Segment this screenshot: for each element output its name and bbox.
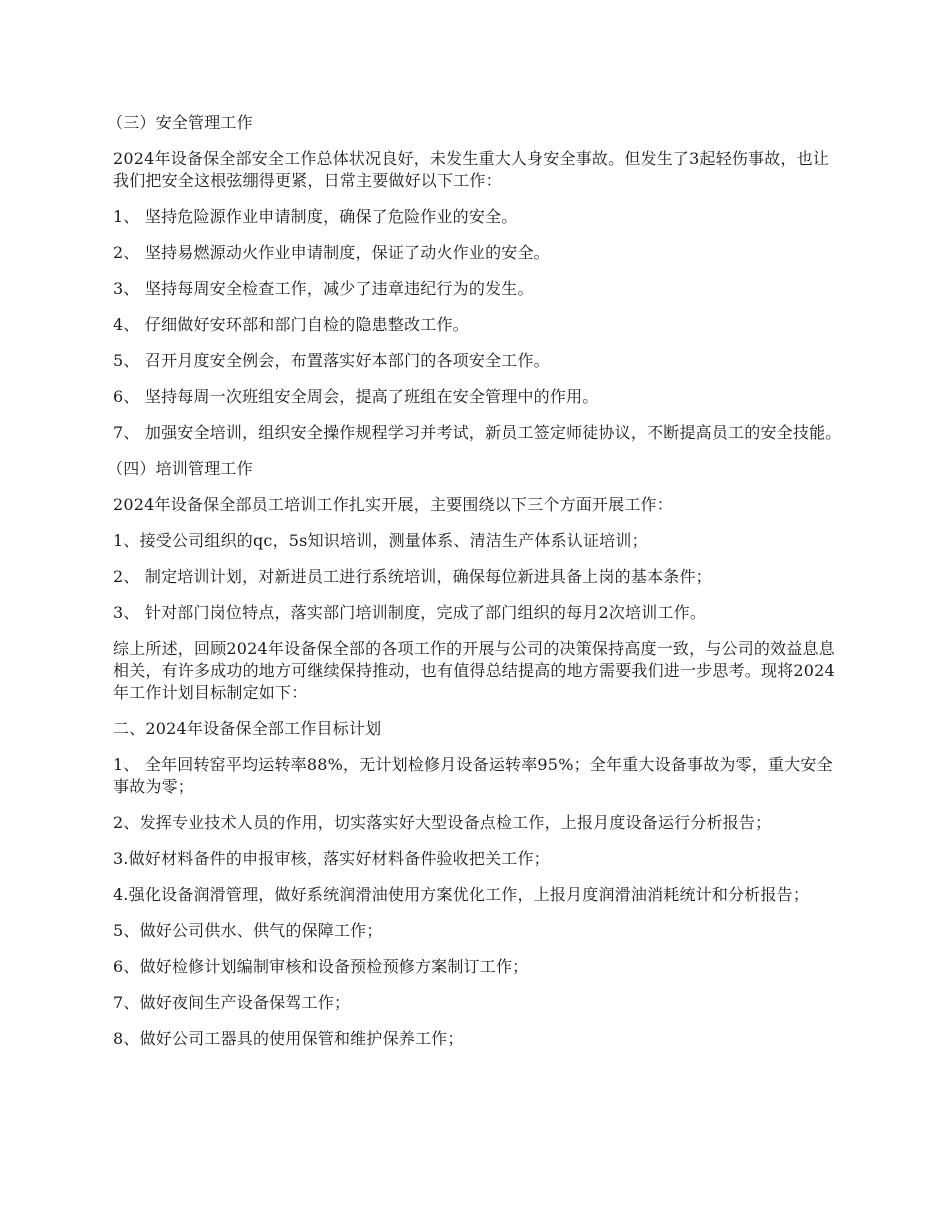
list-item-training-2: 2、 制定培训计划，对新进员工进行系统培训，确保每位新进具备上岗的基本条件； [113,567,712,586]
section-heading-safety: （三）安全管理工作 [107,113,253,132]
section-heading-training: （四）培训管理工作 [107,459,253,478]
list-item-plan-5: 5、做好公司供水、供气的保障工作； [113,921,383,940]
list-item-plan-8: 8、做好公司工器具的使用保管和维护保养工作； [113,1029,464,1048]
list-item-safety-4: 4、 仔细做好安环部和部门自检的隐患整改工作。 [113,315,469,334]
list-item-plan-1: 1、 全年回转窑平均运转率88%，无计划检修月设备运转率95%；全年重大设备事故为零，重大安全事故为零； [113,755,833,796]
paragraph-training-summary: 2024年设备保全部员工培训工作扎实开展，主要围绕以下三个方面开展工作： [113,495,673,514]
list-item-safety-1: 1、 坚持危险源作业申请制度，确保了危险作业的安全。 [113,207,518,226]
list-item-training-1: 1、接受公司组织的qc，5s知识培训，测量体系、清洁生产体系认证培训； [113,531,648,550]
list-item-safety-6: 6、 坚持每周一次班组安全周会，提高了班组在安全管理中的作用。 [113,387,599,406]
list-item-training-3: 3、 针对部门岗位特点，落实部门培训制度，完成了部门组织的每月2次培训工作。 [113,603,707,622]
document-body [107,112,843,1064]
list-item-plan-6: 6、做好检修计划编制审核和设备预检预修方案制订工作； [113,957,529,976]
list-item-safety-2: 2、 坚持易燃源动火作业申请制度，保证了动火作业的安全。 [113,243,550,262]
section-heading-plan: 二、2024年设备保全部工作目标计划 [113,719,382,738]
paragraph-safety-summary: 2024年设备保全部安全工作总体状况良好，未发生重大人身安全事故。但发生了3起轻伤事故，也让我们把安全这根弦绷得更紧，日常主要做好以下工作： [113,149,830,190]
list-item-plan-3: 3.做好材料备件的申报审核，落实好材料备件验收把关工作； [113,849,550,868]
list-item-safety-7: 7、 加强安全培训，组织安全操作规程学习并考试，新员工签定师徒协议，不断提高员工的安全技能。 [113,423,842,442]
list-item-plan-2: 2、发挥专业技术人员的作用，切实落实好大型设备点检工作，上报月度设备运行分析报告； [113,813,772,832]
list-item-plan-7: 7、做好夜间生产设备保驾工作； [113,993,351,1012]
list-item-safety-5: 5、 召开月度安全例会，布置落实好本部门的各项安全工作。 [113,351,550,370]
list-item-plan-4: 4.强化设备润滑管理，做好系统润滑油使用方案优化工作，上报月度润滑油消耗统计和分析报告； [113,885,810,904]
paragraph-conclusion: 综上所述，回顾2024年设备保全部的各项工作的开展与公司的决策保持高度一致，与公司的效益息息相关，有许多成功的地方可继续保持推动，也有值得总结提高的地方需要我们进一步思考。现将2024年工作计划目标制定如下： [113,639,835,702]
list-item-safety-3: 3、 坚持每周安全检查工作，减少了违章违纪行为的发生。 [113,279,534,298]
